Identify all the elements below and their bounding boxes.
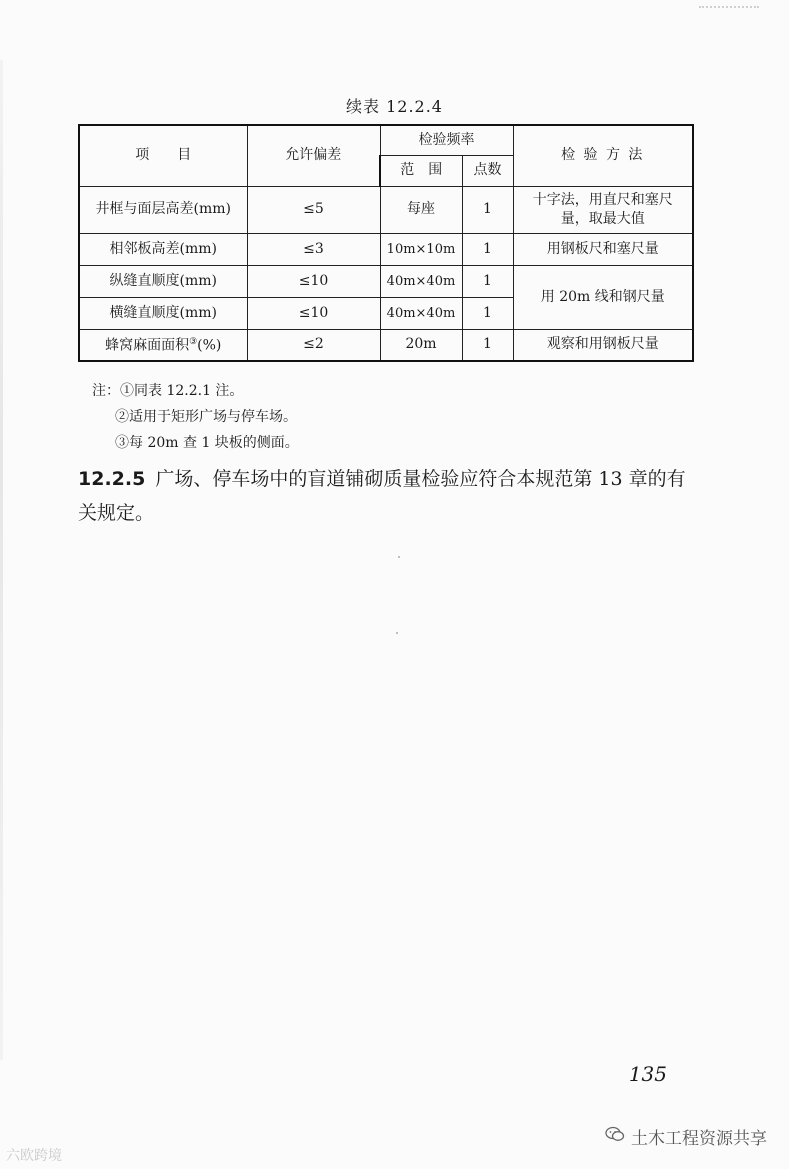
cell-points: 1 bbox=[462, 329, 513, 361]
footnote-marker: ③ bbox=[189, 337, 198, 348]
cell-tolerance: ≤5 bbox=[247, 186, 380, 233]
table-caption: 续表 12.2.4 bbox=[346, 97, 443, 116]
inspection-table bbox=[78, 124, 694, 362]
cell-points: 1 bbox=[462, 297, 513, 329]
cell-item bbox=[79, 329, 247, 361]
cell-tolerance: ≤10 bbox=[247, 265, 380, 297]
scan-speck bbox=[396, 632, 398, 634]
cell-item-text: 蜂窝麻面面积 bbox=[105, 338, 190, 355]
watermark-left-text: 六欧跨境 bbox=[6, 1148, 62, 1164]
wechat-icon bbox=[605, 1126, 625, 1147]
table-notes bbox=[92, 378, 299, 456]
watermark-right bbox=[605, 1124, 767, 1149]
cell-item-unit: (%) bbox=[197, 338, 222, 355]
watermark-left bbox=[6, 1145, 62, 1165]
table-row bbox=[79, 329, 693, 361]
clause-paragraph bbox=[78, 462, 698, 530]
header-item: 项 目 bbox=[79, 125, 247, 186]
note-item: ①同表 12.2.1 注。 bbox=[120, 383, 244, 399]
cell-tolerance: ≤10 bbox=[247, 297, 380, 329]
table-row bbox=[79, 233, 693, 265]
note-item: ②适用于矩形广场与停车场。 bbox=[115, 409, 297, 425]
cell-range: 10m×10m bbox=[380, 233, 462, 265]
note-line bbox=[92, 378, 299, 404]
cell-range: 20m bbox=[380, 329, 462, 361]
cell-range: 每座 bbox=[380, 186, 462, 233]
scan-speck bbox=[398, 556, 400, 558]
cell-range: 40m×40m bbox=[380, 265, 462, 297]
clause-number: 12.2.5 bbox=[78, 468, 146, 490]
header-tolerance: 允许偏差 bbox=[247, 125, 380, 186]
cell-points: 1 bbox=[462, 233, 513, 265]
scan-marks bbox=[699, 0, 759, 8]
clause-text: 广场、停车场中的盲道铺砌质量检验应符合本规范第 13 章的有关规定。 bbox=[78, 468, 686, 524]
cell-range: 40m×40m bbox=[380, 297, 462, 329]
cell-item: 相邻板高差(mm) bbox=[79, 233, 247, 265]
cell-method: 观察和用钢板尺量 bbox=[513, 329, 693, 361]
header-frequency: 检验频率 bbox=[380, 125, 513, 155]
table-row bbox=[79, 186, 693, 233]
note-item: ③每 20m 查 1 块板的侧面。 bbox=[115, 435, 299, 451]
header-method: 检 验 方 法 bbox=[513, 125, 693, 186]
cell-method: 十字法，用直尺和塞尺量，取最大值 bbox=[513, 186, 693, 233]
notes-lead: 注： bbox=[92, 383, 120, 399]
cell-tolerance: ≤2 bbox=[247, 329, 380, 361]
page-edge-shadow bbox=[0, 60, 3, 1060]
cell-item: 横缝直顺度(mm) bbox=[79, 297, 247, 329]
cell-method: 用钢板尺和塞尺量 bbox=[513, 233, 693, 265]
watermark-right-text: 土木工程资源共享 bbox=[631, 1129, 767, 1149]
cell-method: 用 20m 线和钢尺量 bbox=[513, 265, 693, 329]
table-header-row bbox=[79, 125, 693, 155]
cell-points: 1 bbox=[462, 186, 513, 233]
cell-tolerance: ≤3 bbox=[247, 233, 380, 265]
header-range: 范 围 bbox=[380, 155, 462, 186]
page-number: 135 bbox=[628, 1062, 667, 1086]
cell-item: 纵缝直顺度(mm) bbox=[79, 265, 247, 297]
cell-points: 1 bbox=[462, 265, 513, 297]
table-row bbox=[79, 265, 693, 297]
cell-item: 井框与面层高差(mm) bbox=[79, 186, 247, 233]
header-points: 点数 bbox=[462, 155, 513, 186]
